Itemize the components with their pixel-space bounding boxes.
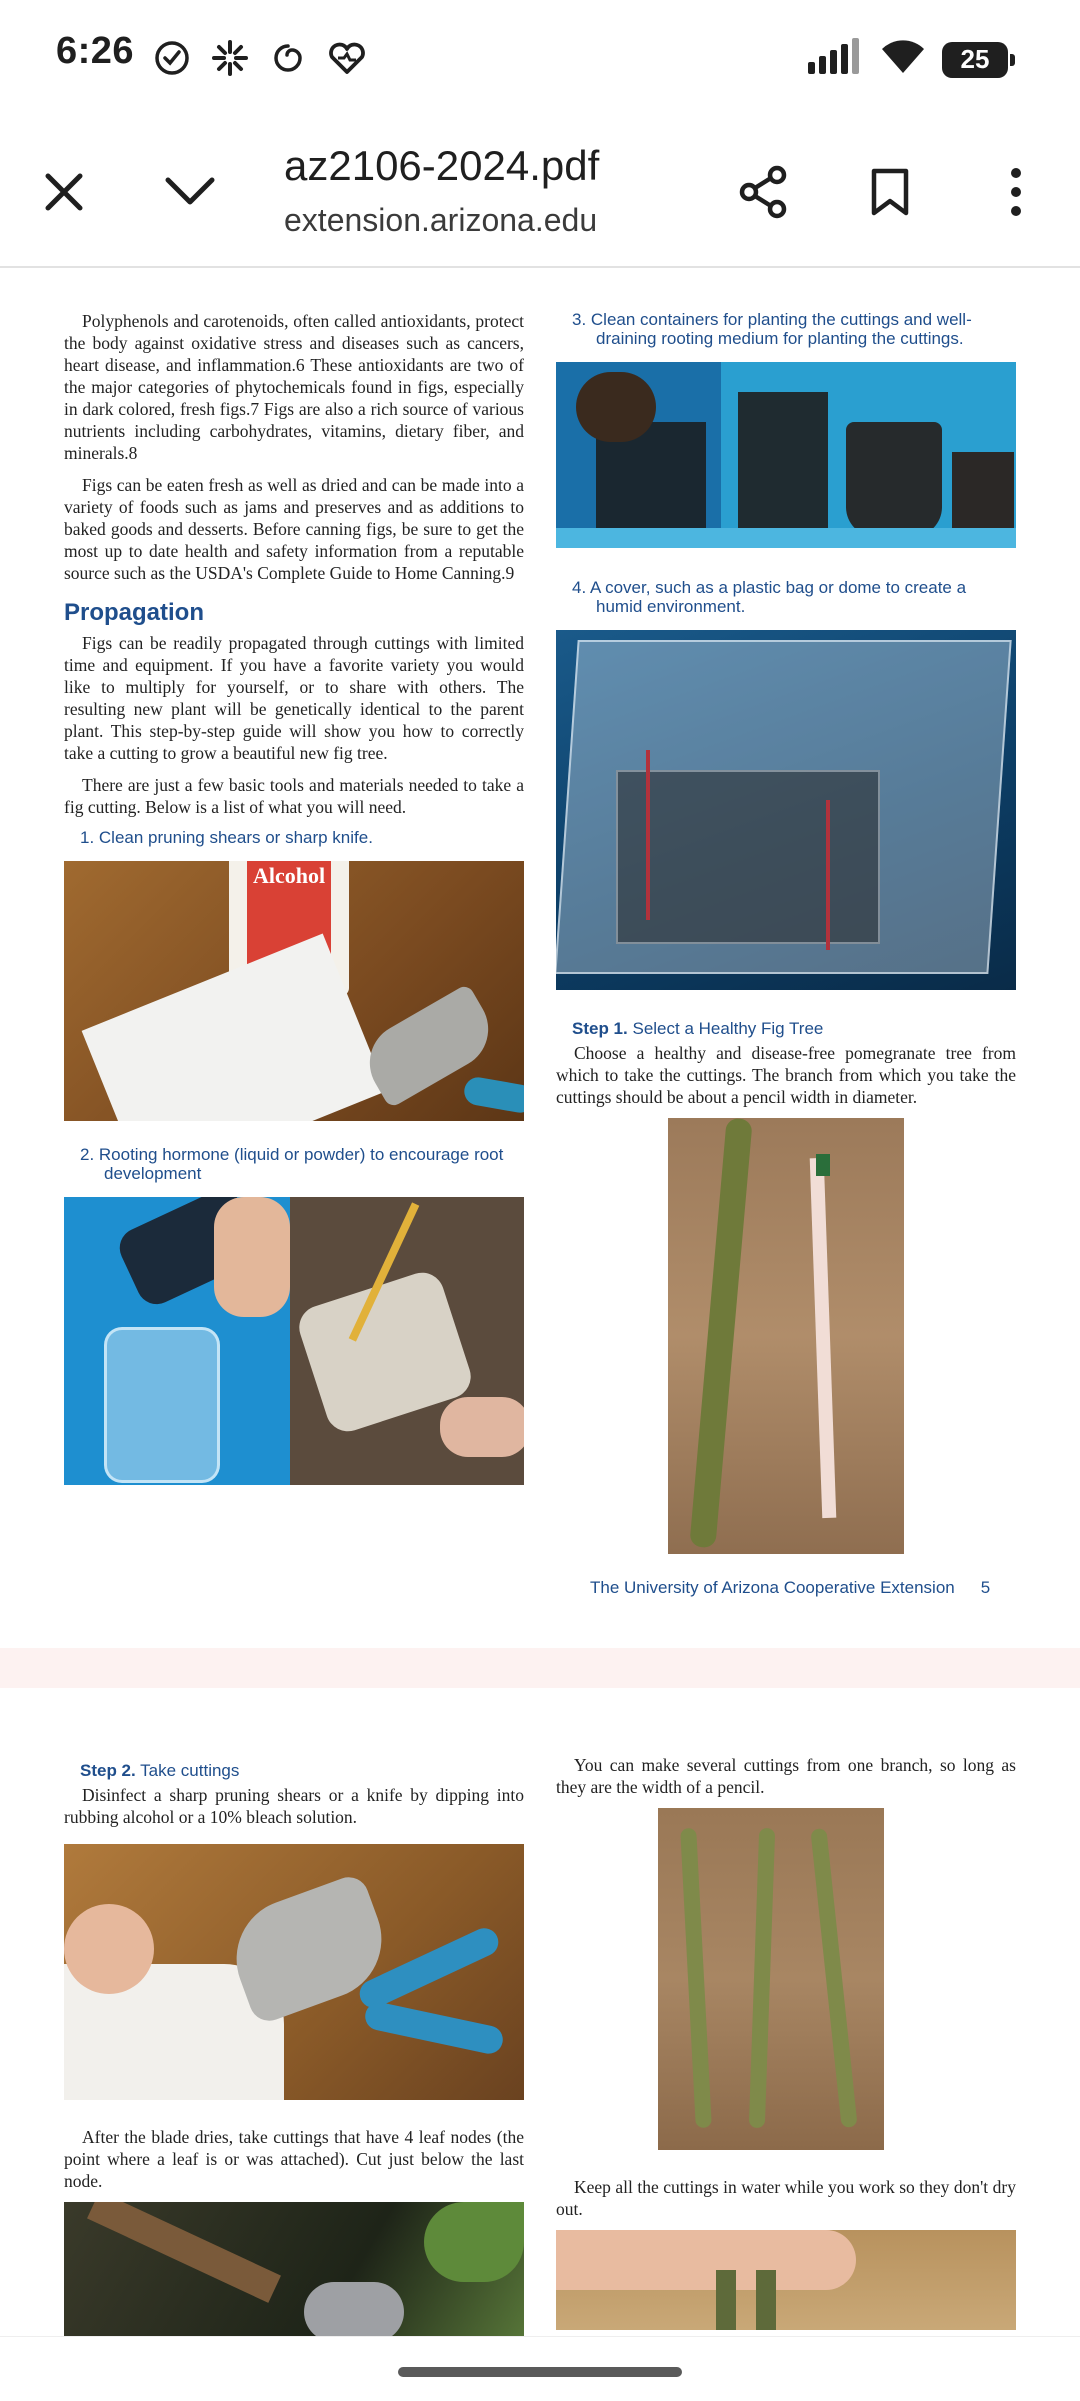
list-item: 3. Clean containers for planting the cuttings and well-draining rooting medium for planting the cuttings.: [572, 310, 972, 348]
bookmark-button[interactable]: [852, 154, 928, 230]
signal-icon: [806, 38, 864, 81]
bookmark-icon: [870, 167, 910, 217]
pdf-page: [0, 1688, 1080, 2336]
pdf-viewport[interactable]: [0, 268, 1080, 2336]
photo-pruning-tools: [64, 861, 524, 1121]
photo-three-cuttings: [658, 1808, 884, 2150]
photo-powder-hormone: [290, 1197, 524, 1485]
step-label: Step 2.: [80, 1761, 136, 1780]
left-column: [64, 310, 524, 1485]
pinwheel-icon: [210, 38, 250, 83]
photo-rooting-hormone: [64, 1197, 524, 1485]
paragraph: There are just a few basic tools and materials needed to take a fig cutting. Below is a list of what you will need.: [64, 775, 524, 817]
paragraph: Keep all the cuttings in water while you work so they don't dry out.: [556, 2177, 1016, 2219]
paragraph: You can make several cuttings from one branch, so long as they are the width of a pencil.: [556, 1755, 1016, 1797]
paragraph: Figs can be eaten fresh as well as dried and can be made into a variety of foods such as jams and preserves and as additions to baked goods and desserts. Before canning figs, be sure to get the most up to date health and safety information from a reputable source such as the USDA's Complete Guide to Home Canning.9: [64, 475, 524, 583]
photo-containers: [556, 362, 1016, 548]
photo-plastic-bag: [556, 630, 1016, 990]
photo-taking-cuttings: [64, 2202, 524, 2336]
photo-cuttings-in-water: [556, 2230, 1016, 2330]
paragraph: After the blade dries, take cuttings that have 4 leaf nodes (the point where a leaf is or was attached). Cut just below the last node.: [64, 2127, 524, 2191]
photo-disinfect-shears: [64, 1844, 524, 2100]
list-item: 1. Clean pruning shears or sharp knife.: [80, 828, 373, 847]
share-button[interactable]: [726, 154, 802, 230]
photo-liquid-hormone: [64, 1197, 290, 1485]
heart-pulse-icon: [326, 38, 368, 83]
chevron-down-icon: [164, 174, 216, 210]
step-title: Take cuttings: [140, 1761, 240, 1780]
document-title: az2106-2024.pdf: [284, 142, 600, 189]
right-column: [556, 310, 1016, 1554]
pdf-viewer-toolbar: [0, 118, 1080, 268]
paragraph: Figs can be readily propagated through cuttings with limited time and equipment. If you have a favorite variety you would like to multiply for yourself, or to share with others. The resulting new plant will be genetically identical to the parent plant. This step-by-step guide will show you how to correctly take a cutting to grow a beautiful new fig tree.: [64, 633, 524, 763]
list-item: 4. A cover, such as a plastic bag or dome to create a humid environment.: [572, 578, 967, 616]
status-bar: [0, 0, 1080, 118]
wifi-icon: [880, 39, 926, 80]
share-icon: [737, 165, 791, 219]
step-label: Step 1.: [572, 1019, 628, 1038]
paragraph: Disinfect a sharp pruning shears or a knife by dipping into rubbing alcohol or a 10% bleach solution.: [64, 1785, 524, 1827]
paragraph: Choose a healthy and disease-free pomegranate tree from which to take the cuttings. The branch from which you take the cuttings should be about a pencil width in diameter.: [556, 1043, 1016, 1107]
pdf-page: [0, 268, 1080, 1648]
photo-branch-and-pencil: [668, 1118, 904, 1554]
alcohol-label-text: Alcohol: [252, 863, 326, 888]
footer-publisher: The University of Arizona Cooperative Extension: [590, 1578, 955, 1597]
step-heading: [80, 1760, 524, 1782]
battery-level: 25: [960, 44, 990, 74]
left-column: [64, 1754, 524, 2336]
document-source: extension.arizona.edu: [284, 202, 598, 238]
status-time: 6:26: [56, 30, 135, 72]
gesture-handle[interactable]: [398, 2367, 682, 2377]
check-circle-icon: [152, 38, 192, 83]
page-footer: [590, 1578, 990, 1598]
page-number: 5: [980, 1578, 991, 1597]
close-button[interactable]: [26, 154, 102, 230]
section-heading: Propagation: [64, 599, 205, 626]
right-column: [556, 1754, 1016, 2330]
spiral-icon: [268, 38, 308, 83]
shears-handle: [462, 1075, 524, 1115]
system-navigation-bar: [0, 2336, 1080, 2401]
page-separator: [0, 1648, 1080, 1688]
more-vert-icon: [1009, 167, 1023, 217]
more-options-button[interactable]: [978, 154, 1054, 230]
list-item: 2. Rooting hormone (liquid or powder) to encourage root development: [80, 1145, 504, 1183]
close-icon: [42, 170, 86, 214]
paragraph: Polyphenols and carotenoids, often called antioxidants, protect the body against oxidative stress and diseases such as cancers, heart disease, and inflammation.6 These antioxidants are two of the major categories of phytochemicals found in figs, especially in dark colored, fresh figs.7 Figs are also a rich source of various nutrients including carbohydrates, vitamins, dietary fiber, and minerals.8: [64, 311, 524, 463]
step-heading: [572, 1018, 1016, 1040]
battery-icon: [942, 42, 1008, 78]
collapse-button[interactable]: [152, 154, 228, 230]
step-title: Select a Healthy Fig Tree: [632, 1019, 824, 1038]
